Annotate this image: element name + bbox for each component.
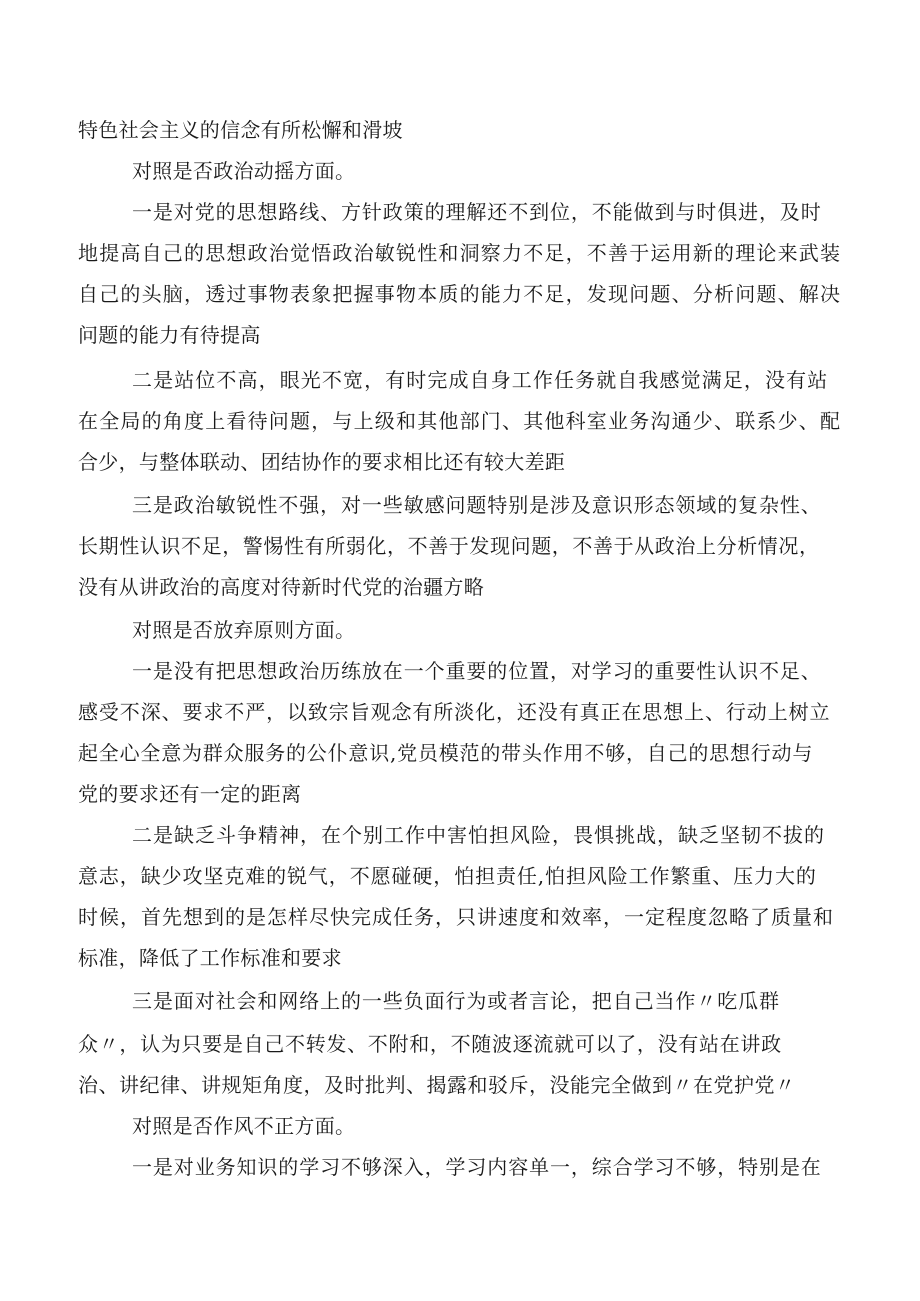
text-line: 党的要求还有一定的距离 [78, 782, 302, 806]
text-line: 一是对党的思想路线、方针政策的理解还不到位，不能做到与时俱进，及时 [132, 200, 822, 224]
text-line: 二是缺乏斗争精神，在个别工作中害怕担风险，畏惧挑战，缺乏坚韧不拔的 [132, 823, 825, 847]
text-line: 问题的能力有待提高 [78, 323, 261, 347]
text-line: 特色社会主义的信念有所松懈和滑坡 [78, 118, 403, 142]
text-line: 起全心全意为群众服务的公仆意识,党员模范的带头作用不够，自己的思想行动与 [78, 741, 814, 765]
text-line: 一是对业务知识的学习不够深入，学习内容单一，综合学习不够，特别是在 [132, 1155, 822, 1179]
text-line: 地提高自己的思想政治觉悟政治敏锐性和洞察力不足，不善于运用新的理论来武装 [78, 241, 842, 265]
section-heading: 对照是否放弃原则方面。 [132, 618, 356, 642]
text-line: 合少，与整体联动、团结协作的要求相比还有较大差距 [78, 450, 566, 474]
text-line: 意志，缺少攻坚克难的锐气，不愿碰硬，怕担责任,怕担风险工作繁重、压力大的 [78, 864, 817, 888]
text-line: 没有从讲政治的高度对待新时代党的治疆方略 [78, 575, 484, 599]
text-line: 自己的头脑，透过事物表象把握事物本质的能力不足，发现问题、分析问题、解决 [78, 282, 842, 306]
section-heading: 对照是否政治动摇方面。 [132, 159, 356, 183]
text-line: 三是面对社会和网络上的一些负面行为或者言论，把自己当作〃吃瓜群 [132, 989, 780, 1013]
text-line: 众〃，认为只要是自己不转发、不附和，不随波逐流就可以了，没有站在讲政 [78, 1032, 782, 1056]
text-line: 时候，首先想到的是怎样尽快完成任务，只讲速度和效率，一定程度忽略了质量和 [78, 905, 834, 929]
text-line: 二是站位不高，眼光不宽，有时完成自身工作任务就自我感觉满足，没有站 [132, 368, 829, 392]
text-line: 在全局的角度上看待问题，与上级和其他部门、其他科室业务沟通少、联系少、配 [78, 409, 842, 433]
text-line: 长期性认识不足，警惕性有所弱化，不善于发现问题，不善于从政治上分析情况， [78, 534, 820, 558]
section-heading: 对照是否作风不正方面。 [132, 1114, 356, 1138]
text-line: 标准，降低了工作标准和要求 [78, 946, 342, 970]
text-line: 一是没有把思想政治历练放在一个重要的位置，对学习的重要性认识不足、 [132, 659, 822, 683]
text-line: 三是政治敏锐性不强，对一些敏感问题特别是涉及意识形态领域的复杂性、 [132, 493, 822, 517]
text-line: 治、讲纪律、讲规矩角度，及时批判、揭露和驳斥，没能完全做到〃在党护党〃 [78, 1073, 796, 1097]
text-line: 感受不深、要求不严，以致宗旨观念有所淡化，还没有真正在思想上、行动上树立 [78, 700, 831, 724]
